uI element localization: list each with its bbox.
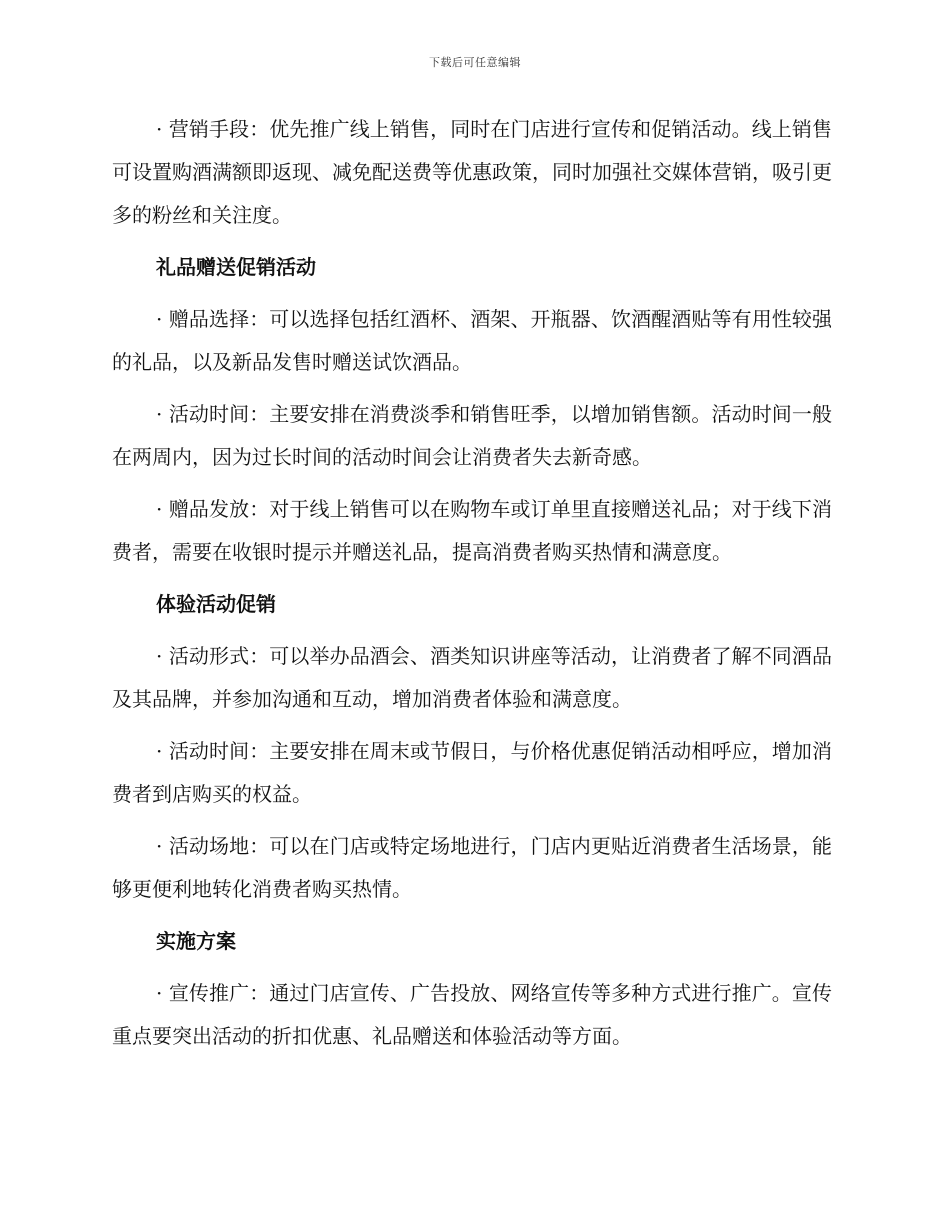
section-heading-experience-promotion: 体验活动促销: [156, 592, 276, 616]
paragraph-marketing-means: · 营销手段：优先推广线上销售，同时在门店进行宣传和促销活动。线上销售可设置购酒满额即返现、减免配送费等优惠政策，同时加强社交媒体营销，吸引更多的粉丝和关注度。: [112, 117, 832, 227]
section-heading-gift-promotion: 礼品赠送促销活动: [156, 255, 316, 279]
paragraph-gift-activity-time: · 活动时间：主要安排在消费淡季和销售旺季，以增加销售额。活动时间一般在两周内，因为过长时间的活动时间会让消费者失去新奇感。: [112, 402, 832, 469]
paragraph-gift-selection: · 赠品选择：可以选择包括红酒杯、酒架、开瓶器、饮酒醒酒贴等有用性较强的礼品，以及新品发售时赠送试饮酒品。: [112, 307, 832, 374]
paragraph-gift-distribution: · 赠品发放：对于线上销售可以在购物车或订单里直接赠送礼品；对于线下消费者，需要在收银时提示并赠送礼品，提高消费者购买热情和满意度。: [112, 497, 832, 564]
page-header: 下载后可任意编辑: [429, 56, 521, 69]
section-heading-implementation: 实施方案: [156, 929, 236, 953]
document-body: [112, 108, 832, 1067]
paragraph-promotion-publicity: · 宣传推广：通过门店宣传、广告投放、网络宣传等多种方式进行推广。宣传重点要突出活动的折扣优惠、礼品赠送和体验活动等方面。: [112, 981, 832, 1048]
paragraph-activity-venue: · 活动场地：可以在门店或特定场地进行，门店内更贴近消费者生活场景，能够更便利地转化消费者购买热情。: [112, 834, 832, 901]
paragraph-experience-activity-time: · 活动时间：主要安排在周末或节假日，与价格优惠促销活动相呼应，增加消费者到店购买的权益。: [112, 739, 832, 806]
paragraph-activity-format: · 活动形式：可以举办品酒会、酒类知识讲座等活动，让消费者了解不同酒品及其品牌，并参加沟通和互动，增加消费者体验和满意度。: [112, 644, 832, 711]
